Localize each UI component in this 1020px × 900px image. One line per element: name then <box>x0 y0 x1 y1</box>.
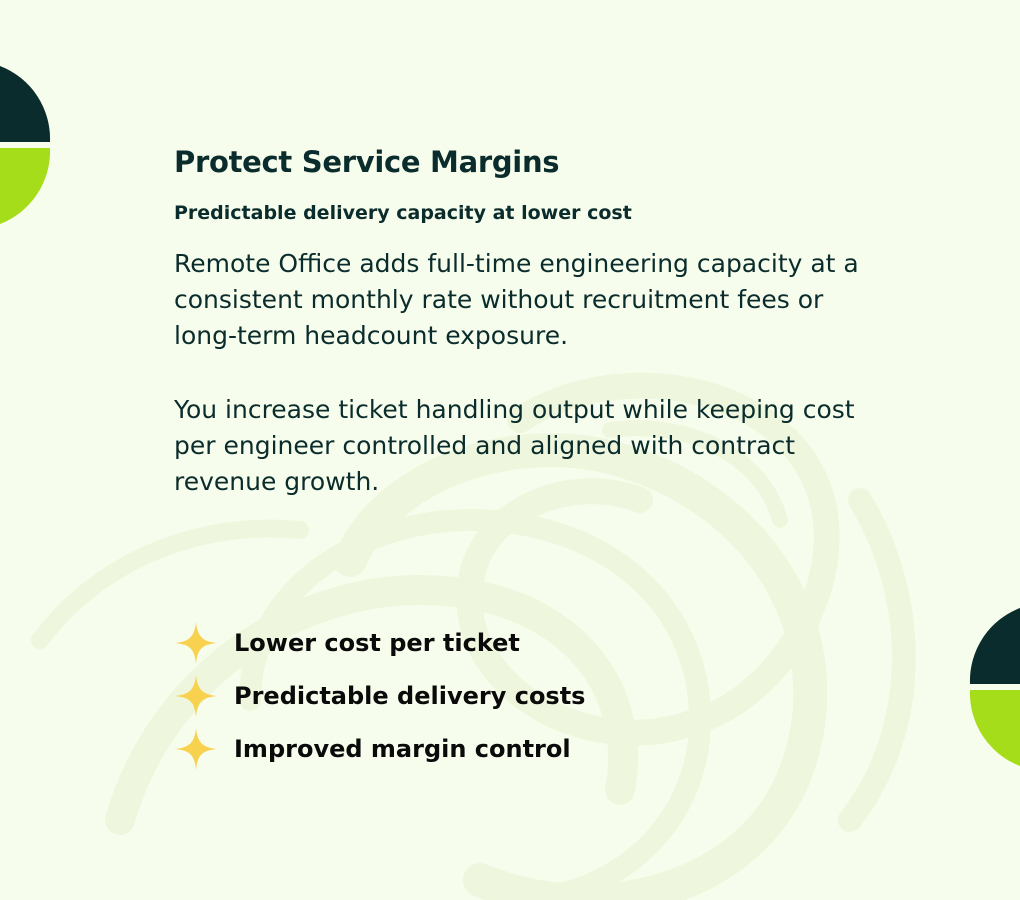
page-subtitle: Predictable delivery capacity at lower cost <box>174 202 632 224</box>
sparkle-icon <box>174 621 218 665</box>
half-circle-decoration-right <box>968 604 1020 770</box>
benefit-label: Lower cost per ticket <box>234 628 520 657</box>
benefits-list <box>174 616 694 775</box>
benefit-item-predictable-costs <box>174 669 694 722</box>
page-title: Protect Service Margins <box>174 145 560 179</box>
sparkle-icon <box>174 674 218 718</box>
benefit-label: Improved margin control <box>234 734 571 763</box>
sparkle-icon <box>174 727 218 771</box>
body-paragraph-output: You increase ticket handling output while keeping cost per engineer controlled and aligned with contract revenue growth. <box>174 395 855 496</box>
half-circle-decoration-top-left <box>0 62 52 228</box>
margins-card <box>174 142 874 500</box>
benefit-label: Predictable delivery costs <box>234 681 586 710</box>
benefit-item-lower-cost <box>174 616 694 669</box>
benefit-item-margin-control <box>174 722 694 775</box>
body-paragraph-capacity: Remote Office adds full-time engineering capacity at a consistent monthly rate without recruitment fees or long-term headcount exposure. <box>174 249 859 350</box>
